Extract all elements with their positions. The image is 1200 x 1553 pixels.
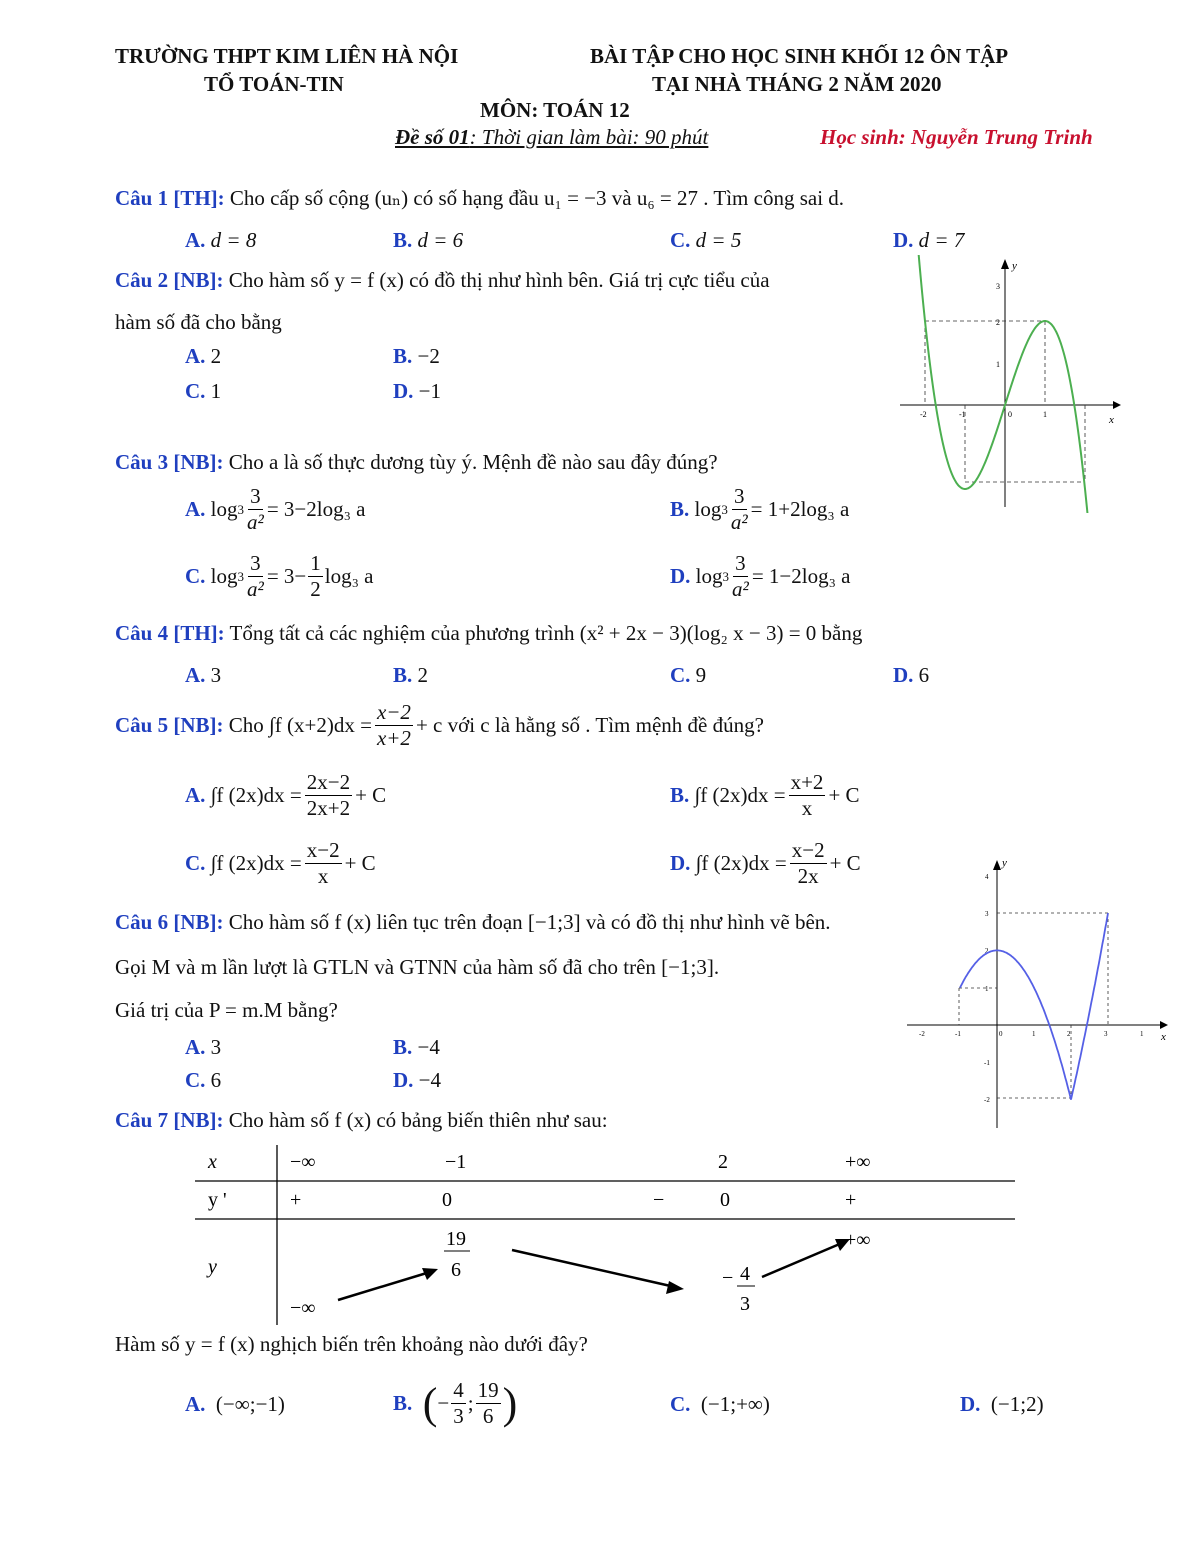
option-value: −1 (418, 379, 442, 403)
q6-option-c[interactable] (185, 1068, 221, 1093)
tick-label: -1 (959, 410, 966, 419)
minus-sign: − (437, 1391, 450, 1415)
question-7-text: Cho hàm số f (x) có bảng biến thiên như sau: (228, 1108, 608, 1132)
x-value: 2 (718, 1151, 728, 1173)
denominator: a² (730, 510, 748, 534)
q1-option-d[interactable] (893, 228, 964, 253)
question-4-stem (115, 621, 862, 646)
option-value: 2 (417, 663, 429, 687)
local-max-numerator: 19 (446, 1228, 466, 1250)
log-text: log (210, 564, 238, 588)
doc-title-line1: BÀI TẬP CHO HỌC SINH KHỐI 12 ÔN TẬP (590, 44, 1009, 68)
option-value: d = 6 (417, 228, 464, 252)
option-key: D. (893, 228, 914, 252)
q4-option-c[interactable] (670, 663, 706, 688)
subject-title: MÔN: TOÁN 12 (480, 98, 630, 122)
student-name: Học sinh: Nguyễn Trung Trinh (820, 125, 1093, 149)
q5-option-d[interactable] (670, 838, 861, 889)
numerator: 3 (734, 484, 745, 508)
rhs-suffix: log₃ a (324, 564, 374, 588)
question-6-stem (115, 910, 831, 935)
question-4-label: Câu 4 [TH]: (115, 621, 225, 645)
y-axis-label: y (1012, 260, 1017, 272)
y-limit-left: −∞ (290, 1297, 316, 1319)
option-key: D. (893, 663, 914, 687)
option-key: C. (670, 663, 691, 687)
derivative-sign: − (653, 1189, 665, 1211)
tick-label: -2 (984, 1096, 990, 1104)
option-key: C. (185, 1068, 206, 1092)
question-7-stem (115, 1108, 608, 1133)
option-value: −2 (417, 344, 440, 368)
increasing-arrow (762, 1243, 842, 1277)
exam-number: Đề số 01 (395, 125, 470, 149)
option-key: D. (670, 851, 691, 875)
option-key: D. (393, 379, 414, 403)
question-1-text: Cho cấp số cộng (uₙ) có số hạng đầu u₁ = −3 và u₆ = 27 . Tìm công sai d. (229, 186, 845, 210)
log-base: 3 (237, 501, 245, 517)
right-hand-side: = 3−2log₃ a (266, 497, 366, 521)
question-5-label: Câu 5 [NB]: (115, 713, 224, 737)
rhs-prefix: = 3− (266, 564, 307, 588)
numerator: 3 (735, 551, 746, 575)
denominator: x+2 (376, 726, 411, 750)
separator: ; (467, 1391, 474, 1415)
option-key: B. (393, 1391, 413, 1415)
q3-option-c[interactable] (185, 551, 373, 602)
question-3-stem (115, 450, 718, 475)
option-key: A. (185, 1392, 206, 1416)
function-curve (960, 913, 1108, 1100)
derivative-zero: 0 (720, 1189, 730, 1211)
log-text: log (695, 564, 723, 588)
question-1-label: Câu 1 [TH]: (115, 186, 225, 210)
question-7-label: Câu 7 [NB]: (115, 1108, 224, 1132)
q7-option-a[interactable] (185, 1392, 285, 1417)
option-key: A. (185, 663, 206, 687)
numerator: 1 (310, 551, 321, 575)
option-value: 9 (695, 663, 707, 687)
option-key: A. (185, 783, 206, 807)
option-value: d = 8 (210, 228, 257, 252)
row-label-x: x (208, 1151, 217, 1173)
option-value: d = 5 (695, 228, 742, 252)
doc-title-line2: TẠI NHÀ THÁNG 2 NĂM 2020 (652, 72, 942, 96)
tick-label: 2 (1067, 1030, 1071, 1038)
y-limit-right: +∞ (845, 1229, 871, 1251)
option-value: (−1;2) (990, 1392, 1044, 1416)
option-key: D. (960, 1392, 981, 1416)
tick-label: 1 (996, 360, 1000, 369)
tick-label: 2 (996, 318, 1000, 327)
option-value: −4 (418, 1068, 442, 1092)
option-key: D. (670, 564, 691, 588)
numerator: x−2 (791, 838, 825, 862)
constant: + C (828, 783, 860, 807)
log-base: 3 (721, 501, 728, 517)
option-value: 1 (210, 379, 222, 403)
question-5-stem (115, 700, 764, 751)
denominator: 6 (482, 1404, 494, 1428)
denominator: a² (732, 577, 749, 601)
q6-option-a[interactable] (185, 1035, 221, 1060)
tick-label: -2 (919, 1030, 925, 1038)
denominator: 2 (310, 577, 321, 601)
fraction (451, 1378, 466, 1429)
denominator: 2x (797, 864, 819, 888)
integral-lhs: ∫f (2x)dx = (210, 851, 302, 875)
row-label-y: y (208, 1256, 217, 1278)
x-axis-label: x (1109, 414, 1114, 426)
fraction (308, 551, 323, 602)
question-6-label: Câu 6 [NB]: (115, 910, 224, 934)
derivative-sign: + (290, 1189, 302, 1211)
question-5-text: + c với c là hằng số . Tìm mệnh đề đúng? (415, 713, 764, 737)
option-key: B. (393, 1035, 413, 1059)
q6-option-b[interactable] (393, 1035, 440, 1060)
exam-info (395, 125, 708, 150)
option-key: B. (393, 663, 413, 687)
option-key: A. (185, 228, 206, 252)
question-4-text: Tổng tất cả các nghiệm của phương trình (x² + 2x − 3)(log₂ x − 3) = 0 bằng (229, 621, 863, 645)
fraction (732, 551, 749, 602)
option-key: C. (670, 1392, 691, 1416)
q3-option-a[interactable] (185, 484, 365, 535)
q7-option-b[interactable] (393, 1378, 517, 1429)
fraction (731, 484, 748, 535)
numerator: x+2 (790, 770, 824, 794)
question-2-stem (115, 268, 770, 293)
q5-option-a[interactable] (185, 770, 386, 821)
numerator: 3 (250, 484, 261, 508)
fraction (247, 484, 264, 535)
local-min-numerator: 4 (740, 1263, 750, 1285)
exam-duration: : Thời gian làm bài: 90 phút (469, 125, 709, 149)
option-value: (−1;+∞) (700, 1392, 770, 1416)
option-value: 6 (918, 663, 930, 687)
q2-option-d[interactable] (393, 379, 441, 404)
numerator: 2x−2 (306, 770, 351, 794)
option-key: A. (185, 344, 206, 368)
q2-option-b[interactable] (393, 344, 440, 369)
option-key: C. (185, 564, 206, 588)
y-axis-label: y (1002, 857, 1007, 869)
variation-table (190, 1140, 1020, 1330)
integral-lhs: ∫f (2x)dx = (695, 851, 787, 875)
question-6-text: Cho hàm số f (x) liên tục trên đoạn [−1;3] và có đồ thị như hình vẽ bên. (228, 910, 831, 934)
log-text: log (694, 497, 722, 521)
q6-option-d[interactable] (393, 1068, 441, 1093)
q4-option-a[interactable] (185, 663, 221, 688)
question-2-label: Câu 2 [NB]: (115, 268, 224, 292)
decreasing-arrow (512, 1250, 675, 1287)
x-axis-arrow-icon (1113, 401, 1121, 409)
constant: + C (355, 783, 387, 807)
option-key: C. (185, 851, 206, 875)
integral-lhs: ∫f (2x)dx = (694, 783, 786, 807)
derivative-zero: 0 (442, 1189, 452, 1211)
q1-option-a[interactable] (185, 228, 256, 253)
y-axis-arrow-icon (1001, 259, 1009, 269)
q2-option-c[interactable] (185, 379, 221, 404)
log-text: log (210, 497, 238, 521)
numerator: x−2 (306, 838, 340, 862)
q5-option-b[interactable] (670, 770, 860, 821)
question-1-stem (115, 186, 844, 211)
option-value: (−∞;−1) (215, 1392, 285, 1416)
tick-label: 1 (1043, 410, 1047, 419)
option-key: B. (670, 497, 690, 521)
tick-label: -1 (955, 1030, 961, 1038)
numerator: 3 (250, 551, 261, 575)
question-3-label: Câu 3 [NB]: (115, 450, 224, 474)
denominator: x (317, 864, 329, 888)
right-hand-side: = 1−2log₃ a (751, 564, 851, 588)
question-5-integral: Cho ∫f (x+2)dx = (228, 713, 372, 737)
x-axis-label: x (1161, 1031, 1166, 1043)
tick-label: 0 (999, 1030, 1003, 1038)
paren-open: ( (422, 1378, 438, 1428)
fraction (375, 700, 413, 751)
question-2-text-line2: hàm số đã cho bằng (115, 310, 282, 334)
paren-close: ) (502, 1378, 518, 1428)
q7-option-c[interactable] (670, 1392, 770, 1417)
tick-label: 0 (1008, 410, 1012, 419)
tick-label: 1 (1032, 1030, 1036, 1038)
constant: + C (344, 851, 376, 875)
tick-label: 4 (985, 873, 989, 881)
option-value: 6 (210, 1068, 222, 1092)
department-name: TỔ TOÁN-TIN (204, 72, 344, 96)
local-min-denominator: 3 (740, 1293, 750, 1315)
q2-function-graph (895, 255, 1125, 513)
numerator: 19 (477, 1378, 499, 1402)
x-value: +∞ (845, 1151, 871, 1173)
log-base: 3 (237, 568, 245, 584)
denominator: a² (247, 510, 264, 534)
increasing-arrow (338, 1272, 430, 1300)
question-6-text-line2: Gọi M và m lần lượt là GTLN và GTNN của hàm số đã cho trên [−1;3]. (115, 955, 720, 979)
q5-option-c[interactable] (185, 838, 376, 889)
option-value: −4 (417, 1035, 440, 1059)
question-2-text: Cho hàm số y = f (x) có đồ thị như hình bên. Giá trị cực tiểu của (228, 268, 770, 292)
tick-label: 1 (1140, 1030, 1144, 1038)
option-key: C. (185, 379, 206, 403)
derivative-sign: + (845, 1189, 857, 1211)
option-value: d = 7 (918, 228, 965, 252)
integral-lhs: ∫f (2x)dx = (210, 783, 302, 807)
x-value: −∞ (290, 1151, 316, 1173)
q7-option-d[interactable] (960, 1392, 1044, 1417)
option-key: B. (393, 344, 413, 368)
fraction (790, 838, 827, 889)
q3-option-b[interactable] (670, 484, 849, 535)
option-key: A. (185, 497, 206, 521)
option-value: 2 (210, 344, 222, 368)
q6-function-graph (905, 850, 1175, 1130)
local-min-sign: − (722, 1267, 734, 1289)
option-key: B. (393, 228, 413, 252)
tick-label: -1 (984, 1059, 990, 1067)
q1-option-b[interactable] (393, 228, 463, 253)
fraction (305, 838, 342, 889)
option-key: A. (185, 1035, 206, 1059)
right-hand-side: = 1+2log₃ a (750, 497, 850, 521)
q2-option-a[interactable] (185, 344, 221, 369)
q4-option-d[interactable] (893, 663, 929, 688)
fraction (247, 551, 264, 602)
y-axis-arrow-icon (993, 860, 1001, 870)
option-value: 3 (210, 1035, 222, 1059)
tick-label: 3 (996, 282, 1000, 291)
q4-option-b[interactable] (393, 663, 428, 688)
option-key: C. (670, 228, 691, 252)
school-name: TRƯỜNG THPT KIM LIÊN HÀ NỘI (115, 44, 459, 68)
x-value: −1 (445, 1151, 467, 1173)
tick-label: 2 (985, 947, 989, 955)
tick-label: -2 (920, 410, 927, 419)
option-value: 3 (210, 663, 222, 687)
denominator: 3 (453, 1404, 464, 1428)
option-key: D. (393, 1068, 414, 1092)
q1-option-c[interactable] (670, 228, 741, 253)
option-key: B. (670, 783, 690, 807)
tick-label: 1 (985, 985, 989, 993)
denominator: a² (247, 577, 264, 601)
constant: + C (829, 851, 861, 875)
question-3-text: Cho a là số thực dương tùy ý. Mệnh đề nào sau đây đúng? (228, 450, 718, 474)
question-7-text-line2: Hàm số y = f (x) nghịch biến trên khoảng nào dưới đây? (115, 1332, 588, 1356)
denominator: 2x+2 (306, 796, 351, 820)
denominator: x (801, 796, 813, 820)
arrow-head-icon (666, 1281, 684, 1294)
fraction (789, 770, 826, 821)
local-max-denominator: 6 (451, 1259, 461, 1281)
fraction (476, 1378, 501, 1429)
question-6-text-line3: Giá trị của P = m.M bằng? (115, 998, 338, 1022)
fraction (305, 770, 352, 821)
numerator: x−2 (376, 700, 411, 724)
row-label-derivative: y ' (208, 1189, 227, 1211)
numerator: 4 (453, 1378, 464, 1402)
x-axis-arrow-icon (1160, 1021, 1168, 1029)
tick-label: 3 (985, 910, 989, 918)
log-base: 3 (722, 568, 730, 584)
q3-option-d[interactable] (670, 551, 850, 602)
tick-label: 3 (1104, 1030, 1108, 1038)
